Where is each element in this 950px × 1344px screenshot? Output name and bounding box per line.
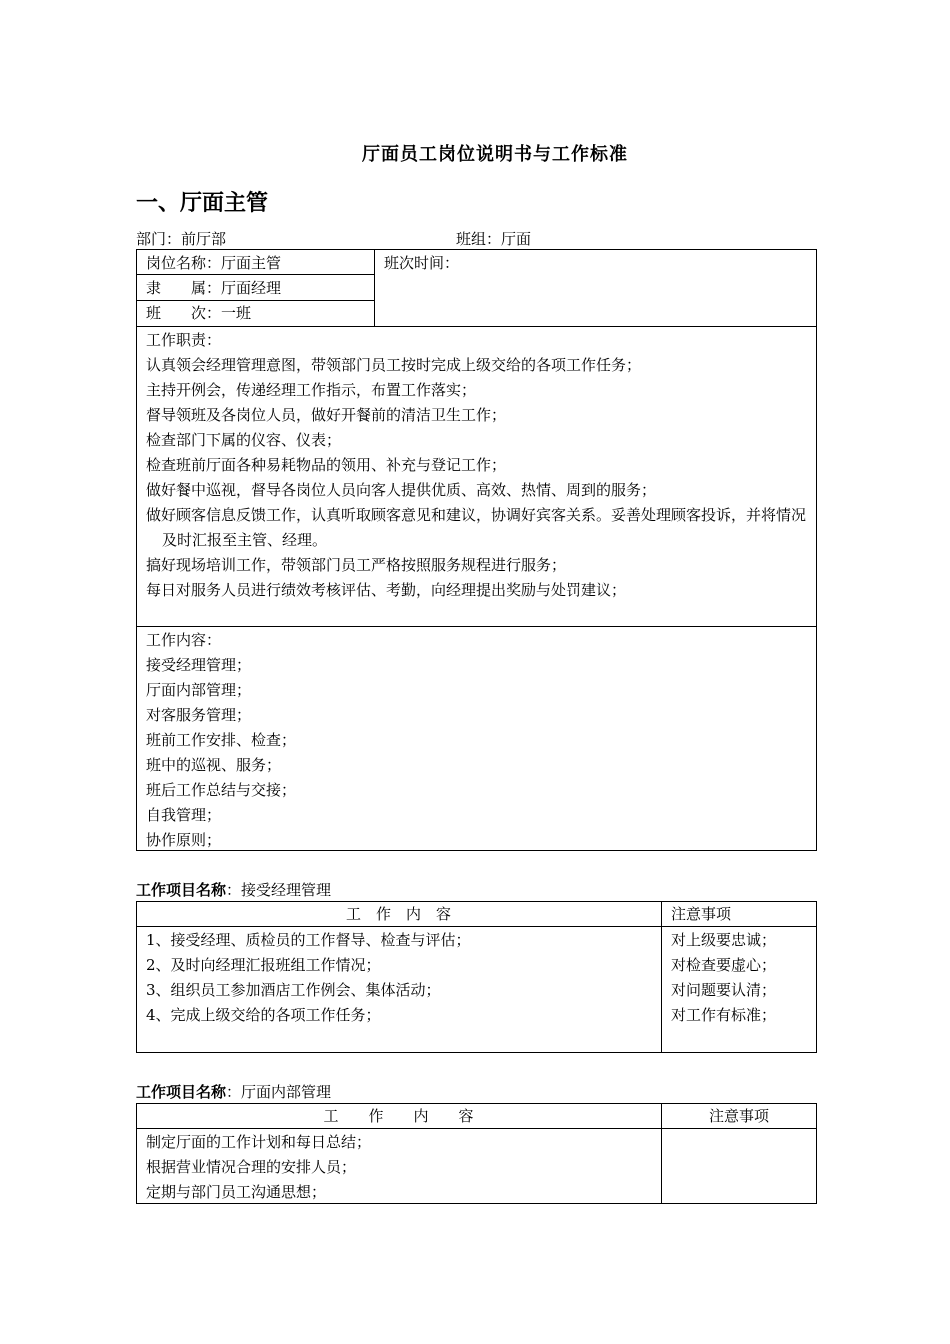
project2-rows	[146, 1130, 371, 1205]
table-row: 制定厅面的工作计划和每日总结；	[146, 1133, 372, 1151]
content-item: 接受经理管理；	[146, 656, 252, 674]
table-row: 3、组织员工参加酒店工作例会、集体活动；	[146, 981, 441, 999]
table-row: 根据营业情况合理的安排人员；	[146, 1158, 357, 1176]
department-label: 部门：前厅部	[136, 230, 227, 248]
project2-col-notes: 注意事项	[708, 1107, 769, 1125]
duty-item: 搞好现场培训工作，带领部门员工严格按照服务规程进行服务；	[146, 556, 567, 574]
duty-item: 检查班前厅面各种易耗物品的领用、补充与登记工作；	[146, 456, 507, 474]
duty-item: 检查部门下属的仪容、仪表；	[146, 431, 342, 449]
project2-name: ：厅面内部管理	[226, 1083, 332, 1101]
shift: 班 次：一班	[146, 304, 252, 322]
content-item: 班中的巡视、服务；	[146, 756, 282, 774]
note-item: 对工作有标准；	[671, 1006, 777, 1024]
duty-item: 主持开例会，传递经理工作指示，布置工作落实；	[146, 381, 477, 399]
content-item: 班后工作总结与交接；	[146, 781, 297, 799]
contents-label: 工作内容：	[146, 631, 222, 649]
project1-heading	[136, 878, 331, 903]
note-item: 对检查要虚心；	[671, 956, 777, 974]
document-title: 厅面员工岗位说明书与工作标准	[362, 144, 628, 165]
project2-heading	[136, 1080, 331, 1105]
note-item: 对上级要忠诚；	[671, 931, 777, 949]
table-row: 4、完成上级交给的各项工作任务；	[146, 1006, 381, 1024]
section-heading: 一、厅面主管	[136, 191, 269, 216]
project1-notes	[671, 928, 776, 1028]
project1-label: 工作项目名称	[136, 881, 227, 899]
team-label: 班组：厅面	[456, 230, 532, 248]
project2-col-content: 工 作 内 容	[323, 1107, 474, 1125]
duty-item: 做好顾客信息反馈工作，认真听取顾客意见和建议，协调好宾客关系。妥善处理顾客投诉，并将情况及时汇报至主管、经理。	[146, 506, 807, 549]
duties-section	[146, 328, 808, 603]
table-row: 1、接受经理、质检员的工作督导、检查与评估；	[146, 931, 471, 949]
contents-section	[146, 628, 808, 853]
table-row: 定期与部门员工沟通思想；	[146, 1183, 327, 1201]
duty-item: 督导领班及各岗位人员，做好开餐前的清洁卫生工作；	[146, 406, 507, 424]
table-row: 2、及时向经理汇报班组工作情况；	[146, 956, 381, 974]
project2-label: 工作项目名称	[136, 1083, 227, 1101]
project1-col-notes: 注意事项	[671, 905, 732, 923]
position-name: 岗位名称：厅面主管	[146, 254, 282, 272]
content-item: 班前工作安排、检查；	[146, 731, 297, 749]
project1-rows	[146, 928, 471, 1028]
note-item: 对问题要认清；	[671, 981, 777, 999]
shift-time: 班次时间：	[384, 254, 460, 272]
project1-col-content: 工 作 内 容	[345, 905, 451, 923]
duty-item: 认真领会经理管理意图，带领部门员工按时完成上级交给的各项工作任务；	[146, 356, 642, 374]
duty-item: 做好餐中巡视，督导各岗位人员向客人提供优质、高效、热情、周到的服务；	[146, 481, 657, 499]
project1-name: ：接受经理管理	[226, 881, 332, 899]
content-item: 对客服务管理；	[146, 706, 252, 724]
content-item: 厅面内部管理；	[146, 681, 252, 699]
content-item: 协作原则；	[146, 831, 222, 849]
duties-label: 工作职责：	[146, 331, 222, 349]
content-item: 自我管理；	[146, 806, 222, 824]
reports-to: 隶 属：厅面经理	[146, 279, 282, 297]
duty-item: 每日对服务人员进行绩效考核评估、考勤，向经理提出奖励与处罚建议；	[146, 581, 627, 599]
